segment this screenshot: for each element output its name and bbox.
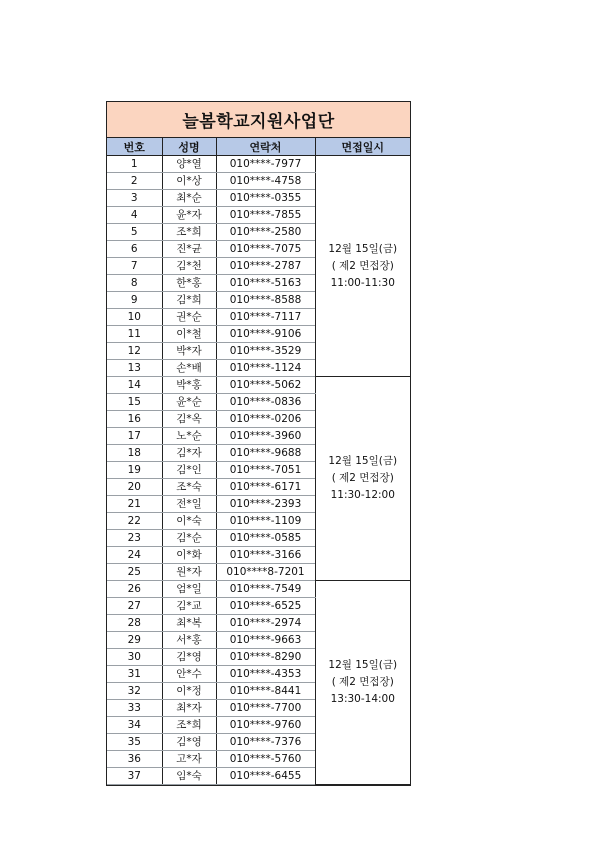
row-name: 조*희 <box>162 224 216 241</box>
row-number: 31 <box>107 666 162 683</box>
row-name: 이*철 <box>162 326 216 343</box>
schedule-date: 12월 15일(금) <box>328 242 398 255</box>
row-contact: 010****-0206 <box>216 411 315 428</box>
row-number: 34 <box>107 717 162 734</box>
row-name: 한*홍 <box>162 275 216 292</box>
row-contact: 010****-4353 <box>216 666 315 683</box>
row-number: 22 <box>107 513 162 530</box>
row-name: 김*옥 <box>162 411 216 428</box>
row-name: 박*홍 <box>162 377 216 394</box>
row-number: 16 <box>107 411 162 428</box>
row-number: 10 <box>107 309 162 326</box>
row-number: 27 <box>107 598 162 615</box>
row-contact: 010****-4758 <box>216 173 315 190</box>
row-contact: 010****-0585 <box>216 530 315 547</box>
row-name: 이*숙 <box>162 513 216 530</box>
row-contact: 010****-7051 <box>216 462 315 479</box>
row-number: 17 <box>107 428 162 445</box>
row-number: 6 <box>107 241 162 258</box>
row-contact: 010****8-7201 <box>216 564 315 581</box>
interview-schedule-cell <box>315 156 410 377</box>
row-number: 13 <box>107 360 162 377</box>
row-name: 김*교 <box>162 598 216 615</box>
row-contact: 010****-1109 <box>216 513 315 530</box>
row-name: 윤*순 <box>162 394 216 411</box>
row-contact: 010****-5760 <box>216 751 315 768</box>
schedule-place: ( 제2 면접장) <box>331 472 394 484</box>
schedule-time: 11:00-11:30 <box>330 276 395 289</box>
row-number: 2 <box>107 173 162 190</box>
row-contact: 010****-7855 <box>216 207 315 224</box>
row-name: 고*자 <box>162 751 216 768</box>
row-number: 7 <box>107 258 162 275</box>
schedule-time: 13:30-14:00 <box>330 693 395 705</box>
row-contact: 010****-7376 <box>216 734 315 751</box>
interview-schedule-cell <box>315 581 410 785</box>
row-contact: 010****-2580 <box>216 224 315 241</box>
interview-schedule-cell <box>315 377 410 581</box>
row-number: 18 <box>107 445 162 462</box>
row-contact: 010****-9106 <box>216 326 315 343</box>
row-name: 조*희 <box>162 717 216 734</box>
row-number: 25 <box>107 564 162 581</box>
row-contact: 010****-5062 <box>216 377 315 394</box>
row-name: 김*자 <box>162 445 216 462</box>
header-interview-datetime: 면접일시 <box>315 138 410 156</box>
row-name: 김*영 <box>162 734 216 751</box>
row-contact: 010****-1124 <box>216 360 315 377</box>
row-name: 전*일 <box>162 496 216 513</box>
schedule-place: ( 제2 면접장) <box>331 259 394 272</box>
row-contact: 010****-2787 <box>216 258 315 275</box>
row-contact: 010****-3960 <box>216 428 315 445</box>
schedule-place: ( 제2 면접장) <box>331 676 394 688</box>
row-contact: 010****-2974 <box>216 615 315 632</box>
row-contact: 010****-0836 <box>216 394 315 411</box>
row-contact: 010****-0355 <box>216 190 315 207</box>
row-name: 김*인 <box>162 462 216 479</box>
row-contact: 010****-2393 <box>216 496 315 513</box>
row-name: 박*자 <box>162 343 216 360</box>
row-number: 19 <box>107 462 162 479</box>
row-name: 노*순 <box>162 428 216 445</box>
header-contact: 연락처 <box>216 138 315 156</box>
row-name: 손*배 <box>162 360 216 377</box>
row-name: 이*화 <box>162 547 216 564</box>
applicant-rows <box>107 156 410 785</box>
row-contact: 010****-9663 <box>216 632 315 649</box>
row-name: 서*홍 <box>162 632 216 649</box>
row-number: 3 <box>107 190 162 207</box>
table-row <box>107 377 410 394</box>
header-number: 번호 <box>107 138 162 156</box>
row-number: 37 <box>107 768 162 785</box>
row-name: 최*순 <box>162 190 216 207</box>
row-name: 최*복 <box>162 615 216 632</box>
row-contact: 010****-7117 <box>216 309 315 326</box>
row-contact: 010****-7977 <box>216 156 315 173</box>
header-row <box>107 138 410 156</box>
row-name: 김*천 <box>162 258 216 275</box>
row-number: 30 <box>107 649 162 666</box>
row-contact: 010****-9760 <box>216 717 315 734</box>
row-name: 진*균 <box>162 241 216 258</box>
table-row <box>107 156 410 173</box>
row-number: 35 <box>107 734 162 751</box>
row-contact: 010****-6455 <box>216 768 315 785</box>
row-number: 36 <box>107 751 162 768</box>
row-contact: 010****-3166 <box>216 547 315 564</box>
row-contact: 010****-8441 <box>216 683 315 700</box>
schedule-date: 12월 15일(금) <box>328 455 398 467</box>
row-contact: 010****-8588 <box>216 292 315 309</box>
row-name: 엄*일 <box>162 581 216 598</box>
row-number: 20 <box>107 479 162 496</box>
row-name: 원*자 <box>162 564 216 581</box>
row-contact: 010****-9688 <box>216 445 315 462</box>
row-name: 최*자 <box>162 700 216 717</box>
row-name: 이*상 <box>162 173 216 190</box>
row-contact: 010****-8290 <box>216 649 315 666</box>
interview-schedule-sheet <box>106 101 411 786</box>
row-name: 김*영 <box>162 649 216 666</box>
header-name: 성명 <box>162 138 216 156</box>
row-name: 권*순 <box>162 309 216 326</box>
row-number: 9 <box>107 292 162 309</box>
sheet-title: 늘봄학교지원사업단 <box>107 102 410 138</box>
row-number: 28 <box>107 615 162 632</box>
row-contact: 010****-7075 <box>216 241 315 258</box>
schedule-date: 12월 15일(금) <box>328 659 398 671</box>
row-name: 안*수 <box>162 666 216 683</box>
row-number: 21 <box>107 496 162 513</box>
row-name: 조*숙 <box>162 479 216 496</box>
row-name: 윤*자 <box>162 207 216 224</box>
row-name: 김*순 <box>162 530 216 547</box>
row-contact: 010****-7549 <box>216 581 315 598</box>
row-number: 4 <box>107 207 162 224</box>
row-number: 12 <box>107 343 162 360</box>
row-contact: 010****-6525 <box>216 598 315 615</box>
row-name: 양*열 <box>162 156 216 173</box>
table-row <box>107 581 410 598</box>
row-number: 5 <box>107 224 162 241</box>
row-contact: 010****-3529 <box>216 343 315 360</box>
row-number: 29 <box>107 632 162 649</box>
row-number: 15 <box>107 394 162 411</box>
row-number: 14 <box>107 377 162 394</box>
row-name: 김*희 <box>162 292 216 309</box>
row-number: 8 <box>107 275 162 292</box>
row-number: 33 <box>107 700 162 717</box>
row-number: 32 <box>107 683 162 700</box>
row-number: 26 <box>107 581 162 598</box>
row-number: 23 <box>107 530 162 547</box>
row-name: 이*정 <box>162 683 216 700</box>
row-number: 1 <box>107 156 162 173</box>
row-name: 임*숙 <box>162 768 216 785</box>
row-contact: 010****-5163 <box>216 275 315 292</box>
applicant-table <box>107 138 410 785</box>
row-number: 11 <box>107 326 162 343</box>
row-contact: 010****-7700 <box>216 700 315 717</box>
row-number: 24 <box>107 547 162 564</box>
schedule-time: 11:30-12:00 <box>330 489 395 501</box>
row-contact: 010****-6171 <box>216 479 315 496</box>
